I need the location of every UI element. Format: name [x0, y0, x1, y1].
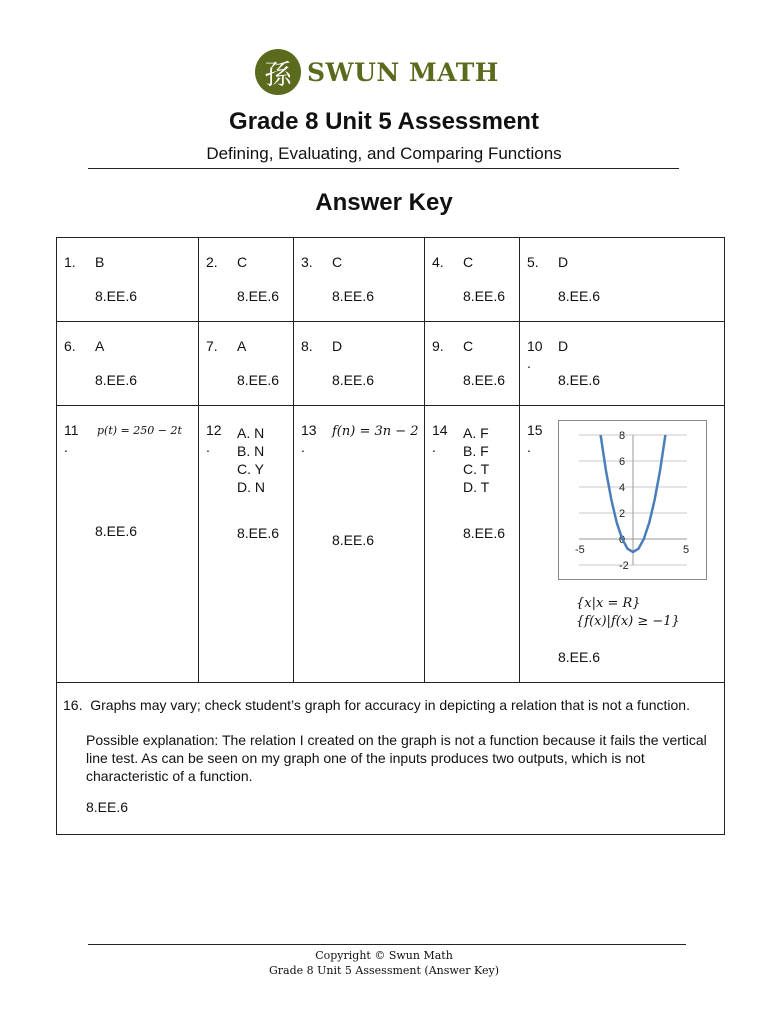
- question-number: 3.: [301, 254, 313, 270]
- question-number: 2.: [206, 254, 218, 270]
- standard-code: 8.EE.6: [237, 288, 280, 304]
- list-item: D. N: [237, 479, 265, 495]
- answer-cell-11: [57, 406, 199, 683]
- footer: [0, 948, 768, 978]
- y-tick-label: -2: [619, 560, 629, 572]
- standard-code: 8.EE.6: [558, 649, 601, 665]
- answer-cell-5: [520, 238, 725, 322]
- answer-value: D: [558, 338, 569, 354]
- answer-value: D: [558, 254, 569, 270]
- chart-canvas: [559, 421, 706, 579]
- possible-explanation: Possible explanation: The relation I created on the graph is not a function because it fails the vertical line test. As can be seen on my graph one of the inputs produces two outputs, which is not characteristic of a function.: [86, 732, 707, 784]
- answer-cell-2: [199, 238, 294, 322]
- header-divider: [88, 168, 679, 169]
- answer-cell-14: [425, 406, 520, 683]
- answer-cell-8: [294, 322, 425, 406]
- answer-key-table: [56, 237, 725, 835]
- list-item: A. F: [463, 425, 489, 441]
- answer-value: A: [95, 338, 105, 354]
- standard-code: 8.EE.6: [95, 523, 138, 539]
- list-item: B. F: [463, 443, 489, 459]
- logo-wordmark: SWUN MATH: [307, 57, 499, 87]
- footer-document-title: Grade 8 Unit 5 Assessment (Answer Key): [269, 964, 499, 977]
- function-equation: p(t) = 250 − 2t: [97, 424, 182, 437]
- true-false-list: [463, 424, 489, 496]
- answer-value: C: [332, 254, 343, 270]
- page-title: Grade 8 Unit 5 Assessment: [229, 108, 539, 135]
- standard-code: 8.EE.6: [332, 288, 375, 304]
- answer-value: A: [237, 338, 247, 354]
- y-tick-label: 6: [619, 456, 626, 468]
- standard-code: 8.EE.6: [95, 372, 138, 388]
- answer-cell-10: [520, 322, 725, 406]
- page-subtitle: Defining, Evaluating, and Comparing Functions: [206, 144, 562, 163]
- question-number: 6.: [64, 338, 76, 354]
- question-number: 10 .: [527, 338, 543, 371]
- y-tick-label: 4: [619, 482, 626, 494]
- question-number: 13 .: [301, 422, 317, 455]
- answer-cell-13: [294, 406, 425, 683]
- answer-cell-12: [199, 406, 294, 683]
- x-tick-label: 5: [683, 544, 690, 556]
- question-number: 15 .: [527, 422, 543, 455]
- standard-code: 8.EE.6: [463, 288, 506, 304]
- list-item: A. N: [237, 425, 265, 441]
- answer-cell-1: [57, 238, 199, 322]
- table-row: [57, 238, 725, 322]
- question-number: 12 .: [206, 422, 222, 455]
- question-number: 14 .: [432, 422, 448, 455]
- true-false-list: [237, 424, 265, 496]
- standard-code: 8.EE.6: [463, 372, 506, 388]
- table-row: [57, 322, 725, 406]
- standard-code: 8.EE.6: [463, 525, 506, 541]
- list-item: B. N: [237, 443, 265, 459]
- answer-value: C: [463, 338, 474, 354]
- answer-cell-9: [425, 322, 520, 406]
- question-number: 11 .: [64, 422, 79, 455]
- answer-cell-7: [199, 322, 294, 406]
- answer-cell-3: [294, 238, 425, 322]
- standard-code: 8.EE.6: [332, 532, 375, 548]
- standard-code: 8.EE.6: [237, 525, 280, 541]
- parabola-graph: [558, 420, 707, 580]
- question-number: 16.: [63, 697, 83, 713]
- list-item: C. T: [463, 461, 490, 477]
- table-row: [57, 406, 725, 683]
- question-number: 1.: [64, 254, 76, 270]
- standard-code: 8.EE.6: [95, 288, 138, 304]
- y-tick-label: 0: [619, 534, 626, 546]
- standard-code: 8.EE.6: [332, 372, 375, 388]
- x-tick-label: -5: [575, 544, 585, 556]
- section-heading: Answer Key: [315, 189, 453, 216]
- answer-value: D: [332, 338, 343, 354]
- answer-cell-4: [425, 238, 520, 322]
- footer-divider: [88, 944, 686, 945]
- answer-value: C: [237, 254, 248, 270]
- y-tick-label: 2: [619, 508, 626, 520]
- question-number: 8.: [301, 338, 313, 354]
- answer-cell-6: [57, 322, 199, 406]
- question-16-answer: [63, 697, 690, 713]
- answer-cell-16: [57, 683, 725, 835]
- swun-math-logo: [255, 49, 499, 95]
- answer-value: B: [95, 254, 105, 270]
- question-number: 5.: [527, 254, 539, 270]
- question-number: 9.: [432, 338, 444, 354]
- question-number: 4.: [432, 254, 444, 270]
- copyright-text: Copyright © Swun Math: [315, 949, 453, 962]
- standard-code: 8.EE.6: [86, 799, 129, 815]
- answer-cell-15: [520, 406, 725, 683]
- question-number: 7.: [206, 338, 218, 354]
- domain-expression: {x|x = R}: [576, 596, 641, 611]
- list-item: D. T: [463, 479, 490, 495]
- list-item: C. Y: [237, 461, 264, 477]
- logo-emblem-icon: 孫: [255, 49, 301, 95]
- standard-code: 8.EE.6: [558, 288, 601, 304]
- y-tick-label: 8: [619, 430, 626, 442]
- answer-value: C: [463, 254, 474, 270]
- standard-code: 8.EE.6: [558, 372, 601, 388]
- range-expression: {f(x)|f(x) ≥ −1}: [576, 614, 680, 629]
- question-16-text: Graphs may vary; check student’s graph for accuracy in depicting a relation that is not a function.: [90, 697, 690, 713]
- standard-code: 8.EE.6: [237, 372, 280, 388]
- table-row: [57, 683, 725, 835]
- function-equation: f(n) = 3n − 2: [332, 424, 419, 439]
